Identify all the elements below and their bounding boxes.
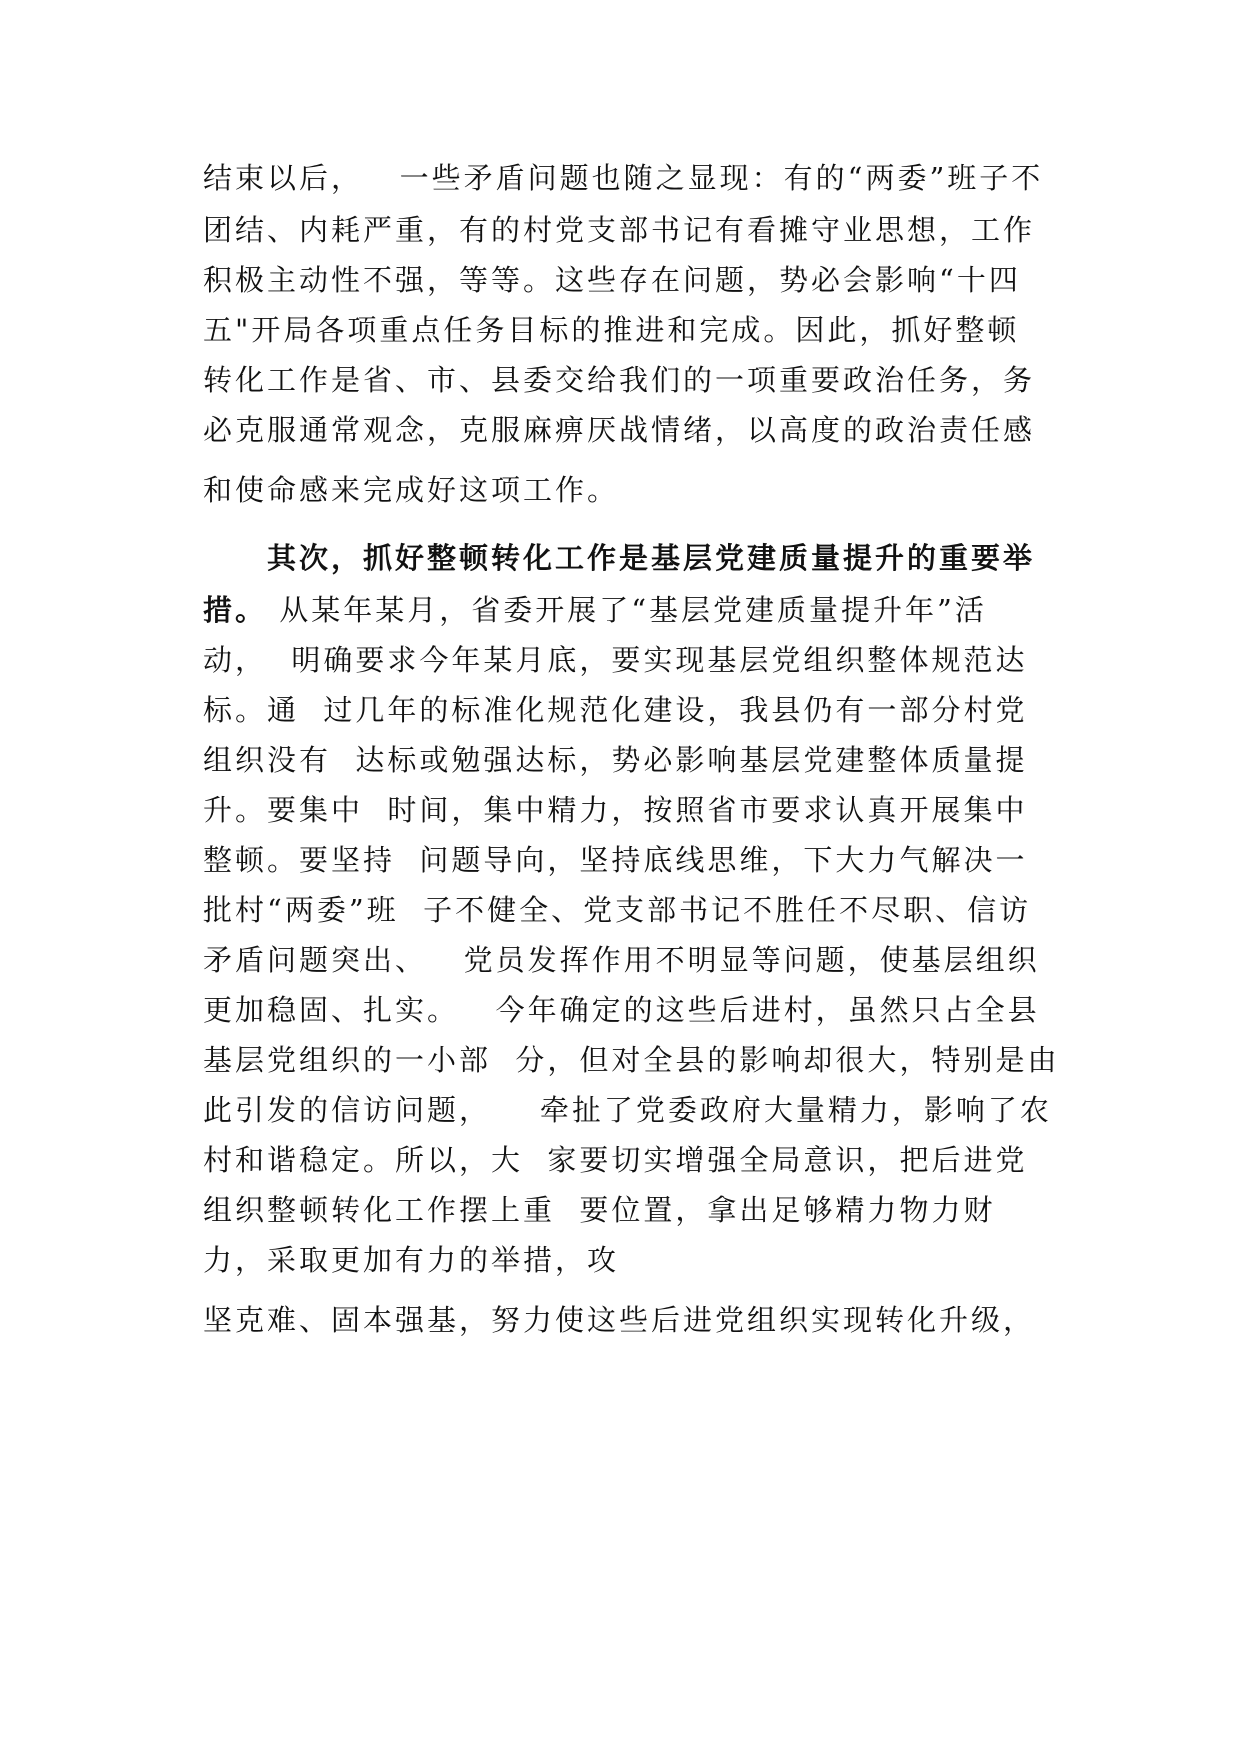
paragraph-heading: 其次，抓好整顿转化工作是基层党建质量提升的重要举 [267, 541, 1036, 575]
text-line: 矛盾问题突出、 党员发挥作用不明显等问题，使基层组织 [203, 943, 1040, 977]
text-line: 组织没有 达标或勉强达标，势必影响基层党建整体质量提 [203, 743, 1028, 777]
text-line: 更加稳固、扎实。 今年确定的这些后进村，虽然只占全县 [203, 993, 1040, 1027]
text-line: 此引发的信访问题， 牵扯了党委政府大量精力，影响了农 [203, 1093, 1052, 1127]
text-line: 必克服通常观念，克服麻痹厌战情绪，以高度的政治责任感 [203, 413, 1036, 447]
text-line: 转化工作是省、市、县委交给我们的一项重要政治任务，务 [203, 363, 1036, 397]
text-line: 积极主动性不强，等等。这些存在问题，势必会影响“十四 [203, 263, 1021, 297]
text-line: 标。通 过几年的标准化规范化建设，我县仍有一部分村党 [203, 693, 1028, 727]
text-line: 升。要集中 时间，集中精力，按照省市要求认真开展集中 [203, 793, 1028, 827]
text-line: 整顿。要坚持 问题导向，坚持底线思维，下大力气解决一 [203, 843, 1028, 877]
text-line: 组织整顿转化工作摆上重 要位置，拿出足够精力物力财 [203, 1193, 996, 1227]
text-line-content: 从某年某月，省委开展了“基层党建质量提升年”活 [267, 593, 987, 627]
text-line: 村和谐稳定。所以，大 家要切实增强全局意识，把后进党 [203, 1143, 1028, 1177]
text-line: 团结、内耗严重，有的村党支部书记有看摊守业思想，工作 [203, 213, 1036, 247]
text-line: 和使命感来完成好这项工作。 [203, 473, 620, 507]
text-line: 基层党组织的一小部 分，但对全县的影响却很大，特别是由 [203, 1043, 1060, 1077]
text-line: 五"开局各项重点任务目标的推进和完成。因此，抓好整顿 [203, 313, 1020, 347]
text-line [203, 590, 987, 630]
text-line: 力，采取更加有力的举措，攻 [203, 1243, 620, 1277]
text-line: 结束以后， 一些矛盾问题也随之显现：有的“两委”班子不 [203, 161, 1044, 195]
text-line: 批村“两委”班 子不健全、党支部书记不胜任不尽职、信访 [203, 893, 1032, 927]
text-line: 坚克难、固本强基，努力使这些后进党组织实现转化升级， [203, 1303, 1036, 1337]
heading-continuation: 措。 [203, 593, 268, 627]
text-line: 动， 明确要求今年某月底，要实现基层党组织整体规范达 [203, 643, 1028, 677]
